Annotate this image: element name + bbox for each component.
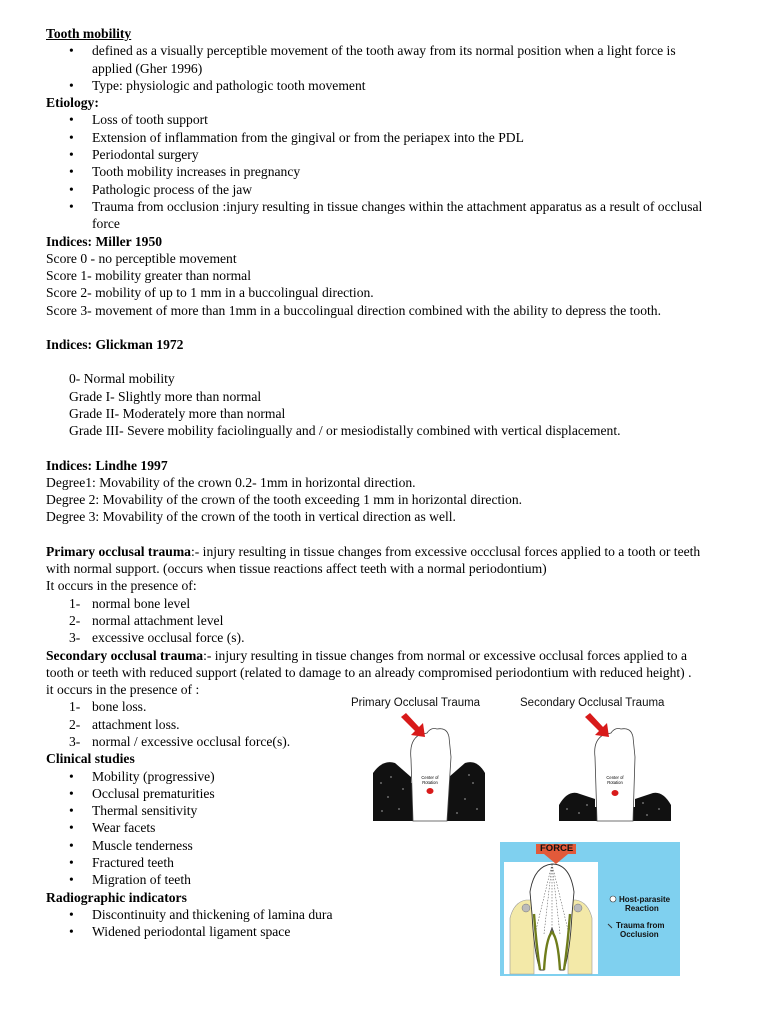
list-item: • Occlusal prematurities	[46, 785, 718, 802]
list-item: 2- normal attachment level	[69, 612, 224, 628]
secondary-trauma-term: Secondary occlusal trauma	[46, 647, 204, 663]
list-item: • Mobility (progressive)	[46, 768, 718, 785]
lindhe-heading: Indices: Lindhe 1997	[46, 457, 168, 473]
list-item: • Trauma from occlusion :injury resulting in tissue changes within the attachment apparatus as a result of occlusal force	[46, 198, 718, 233]
glickman-heading: Indices: Glickman 1972	[46, 337, 184, 353]
list-item: • Wear facets	[46, 819, 718, 836]
mobility-list	[46, 42, 718, 94]
list-item: • Migration of teeth	[46, 871, 718, 888]
list-item: 1- normal bone level	[69, 595, 191, 611]
secondary-trauma-intro: it occurs in the presence of :	[46, 682, 200, 698]
list-item: • Pathologic process of the jaw	[46, 181, 718, 198]
lindhe-degree-1: Degree1: Movability of the crown 0.2- 1mm in horizontal direction.	[46, 474, 416, 490]
list-item: • Fractured teeth	[46, 854, 718, 871]
list-item: 3- normal / excessive occlusal force(s).	[69, 733, 291, 749]
lindhe-degree-3: Degree 3: Movability of the crown of the tooth in vertical direction as well.	[46, 509, 456, 525]
clinical-heading: Clinical studies	[46, 751, 135, 767]
list-item: 1- bone loss.	[69, 699, 147, 715]
glickman-grade-1: Grade I- Slightly more than normal	[69, 388, 262, 404]
occlusal-trauma-illustration	[345, 695, 695, 830]
host-parasite-label: Host-parasite Reaction	[619, 895, 671, 913]
list-item: • Thermal sensitivity	[46, 802, 718, 819]
list-item: • Type: physiologic and pathologic tooth movement	[46, 77, 718, 94]
lindhe-degree-2: Degree 2: Movability of the crown of the tooth exceeding 1 mm in horizontal direction.	[46, 492, 523, 508]
list-item: • defined as a visually perceptible movement of the tooth away from its normal position when a light force is applied (Gher 1996)	[46, 42, 718, 77]
glickman-grade-0: 0- Normal mobility	[69, 371, 175, 387]
glickman-grade-3: Grade III- Severe mobility faciolingually and / or mesiodistally combined with vertical displacement.	[69, 423, 621, 439]
primary-trauma-term: Primary occlusal trauma	[46, 543, 191, 559]
list-item: • Muscle tenderness	[46, 837, 718, 854]
miller-score-1: Score 1- mobility greater than normal	[46, 268, 251, 284]
etiology-heading: Etiology:	[46, 95, 99, 111]
miller-score-2: Score 2- mobility of up to 1 mm in a buccolingual direction.	[46, 285, 374, 301]
etiology-list	[46, 111, 718, 232]
list-item: • Discontinuity and thickening of lamina dura	[46, 906, 718, 923]
secondary-trauma-paragraph	[46, 647, 718, 682]
secondary-trauma-definition: :- injury resulting in tissue changes from normal or excessive occlusal forces applied to a tooth or teeth with reduced support (related to damage to an already compromised periodontium with reduced height) .	[46, 647, 692, 680]
force-label: FORCE	[540, 843, 574, 854]
center-of-rotation-label: Center of	[606, 775, 624, 780]
center-of-rotation-label: Rotation	[422, 780, 438, 785]
glickman-grade-2: Grade II- Moderately more than normal	[69, 405, 286, 421]
mobility-heading: Tooth mobility	[46, 26, 132, 41]
center-of-rotation-label: Center of	[421, 775, 439, 780]
primary-trauma-list	[46, 595, 718, 647]
list-item: • Periodontal surgery	[46, 146, 718, 163]
primary-trauma-intro: It occurs in the presence of:	[46, 578, 197, 594]
list-item: • Tooth mobility increases in pregnancy	[46, 163, 718, 180]
primary-trauma-definition: :- injury resulting in tissue changes from excessive occclusal forces applied to a tooth or teeth with normal support. (occurs when tissue reactions affect teeth with a normal periodontium)	[46, 543, 701, 577]
radiographic-heading: Radiographic indicators	[46, 889, 187, 905]
occlusal-trauma-figure	[345, 695, 695, 830]
miller-score-3: Score 3- movement of more than 1mm in a buccolingual direction combined with the ability to depress the tooth.	[46, 302, 661, 318]
center-of-rotation-label: Rotation	[607, 780, 623, 785]
primary-trauma-caption: Primary Occlusal Trauma	[351, 697, 481, 709]
list-item: • Widened periodontal ligament space	[46, 923, 718, 940]
primary-trauma-paragraph	[46, 543, 718, 578]
list-item: 2- attachment loss.	[69, 716, 180, 732]
list-item: • Extension of inflammation from the gingival or from the periapex into the PDL	[46, 129, 718, 146]
force-diagram-figure	[500, 842, 680, 976]
secondary-trauma-caption: Secondary Occlusal Trauma	[520, 697, 665, 709]
miller-score-0: Score 0 - no perceptible movement	[46, 250, 237, 266]
miller-heading: Indices: Miller 1950	[46, 233, 163, 249]
trauma-from-occlusion-label: Trauma from Occlusion	[616, 921, 665, 939]
list-item: 3- excessive occlusal force (s).	[69, 630, 245, 646]
list-item: • Loss of tooth support	[46, 111, 718, 128]
